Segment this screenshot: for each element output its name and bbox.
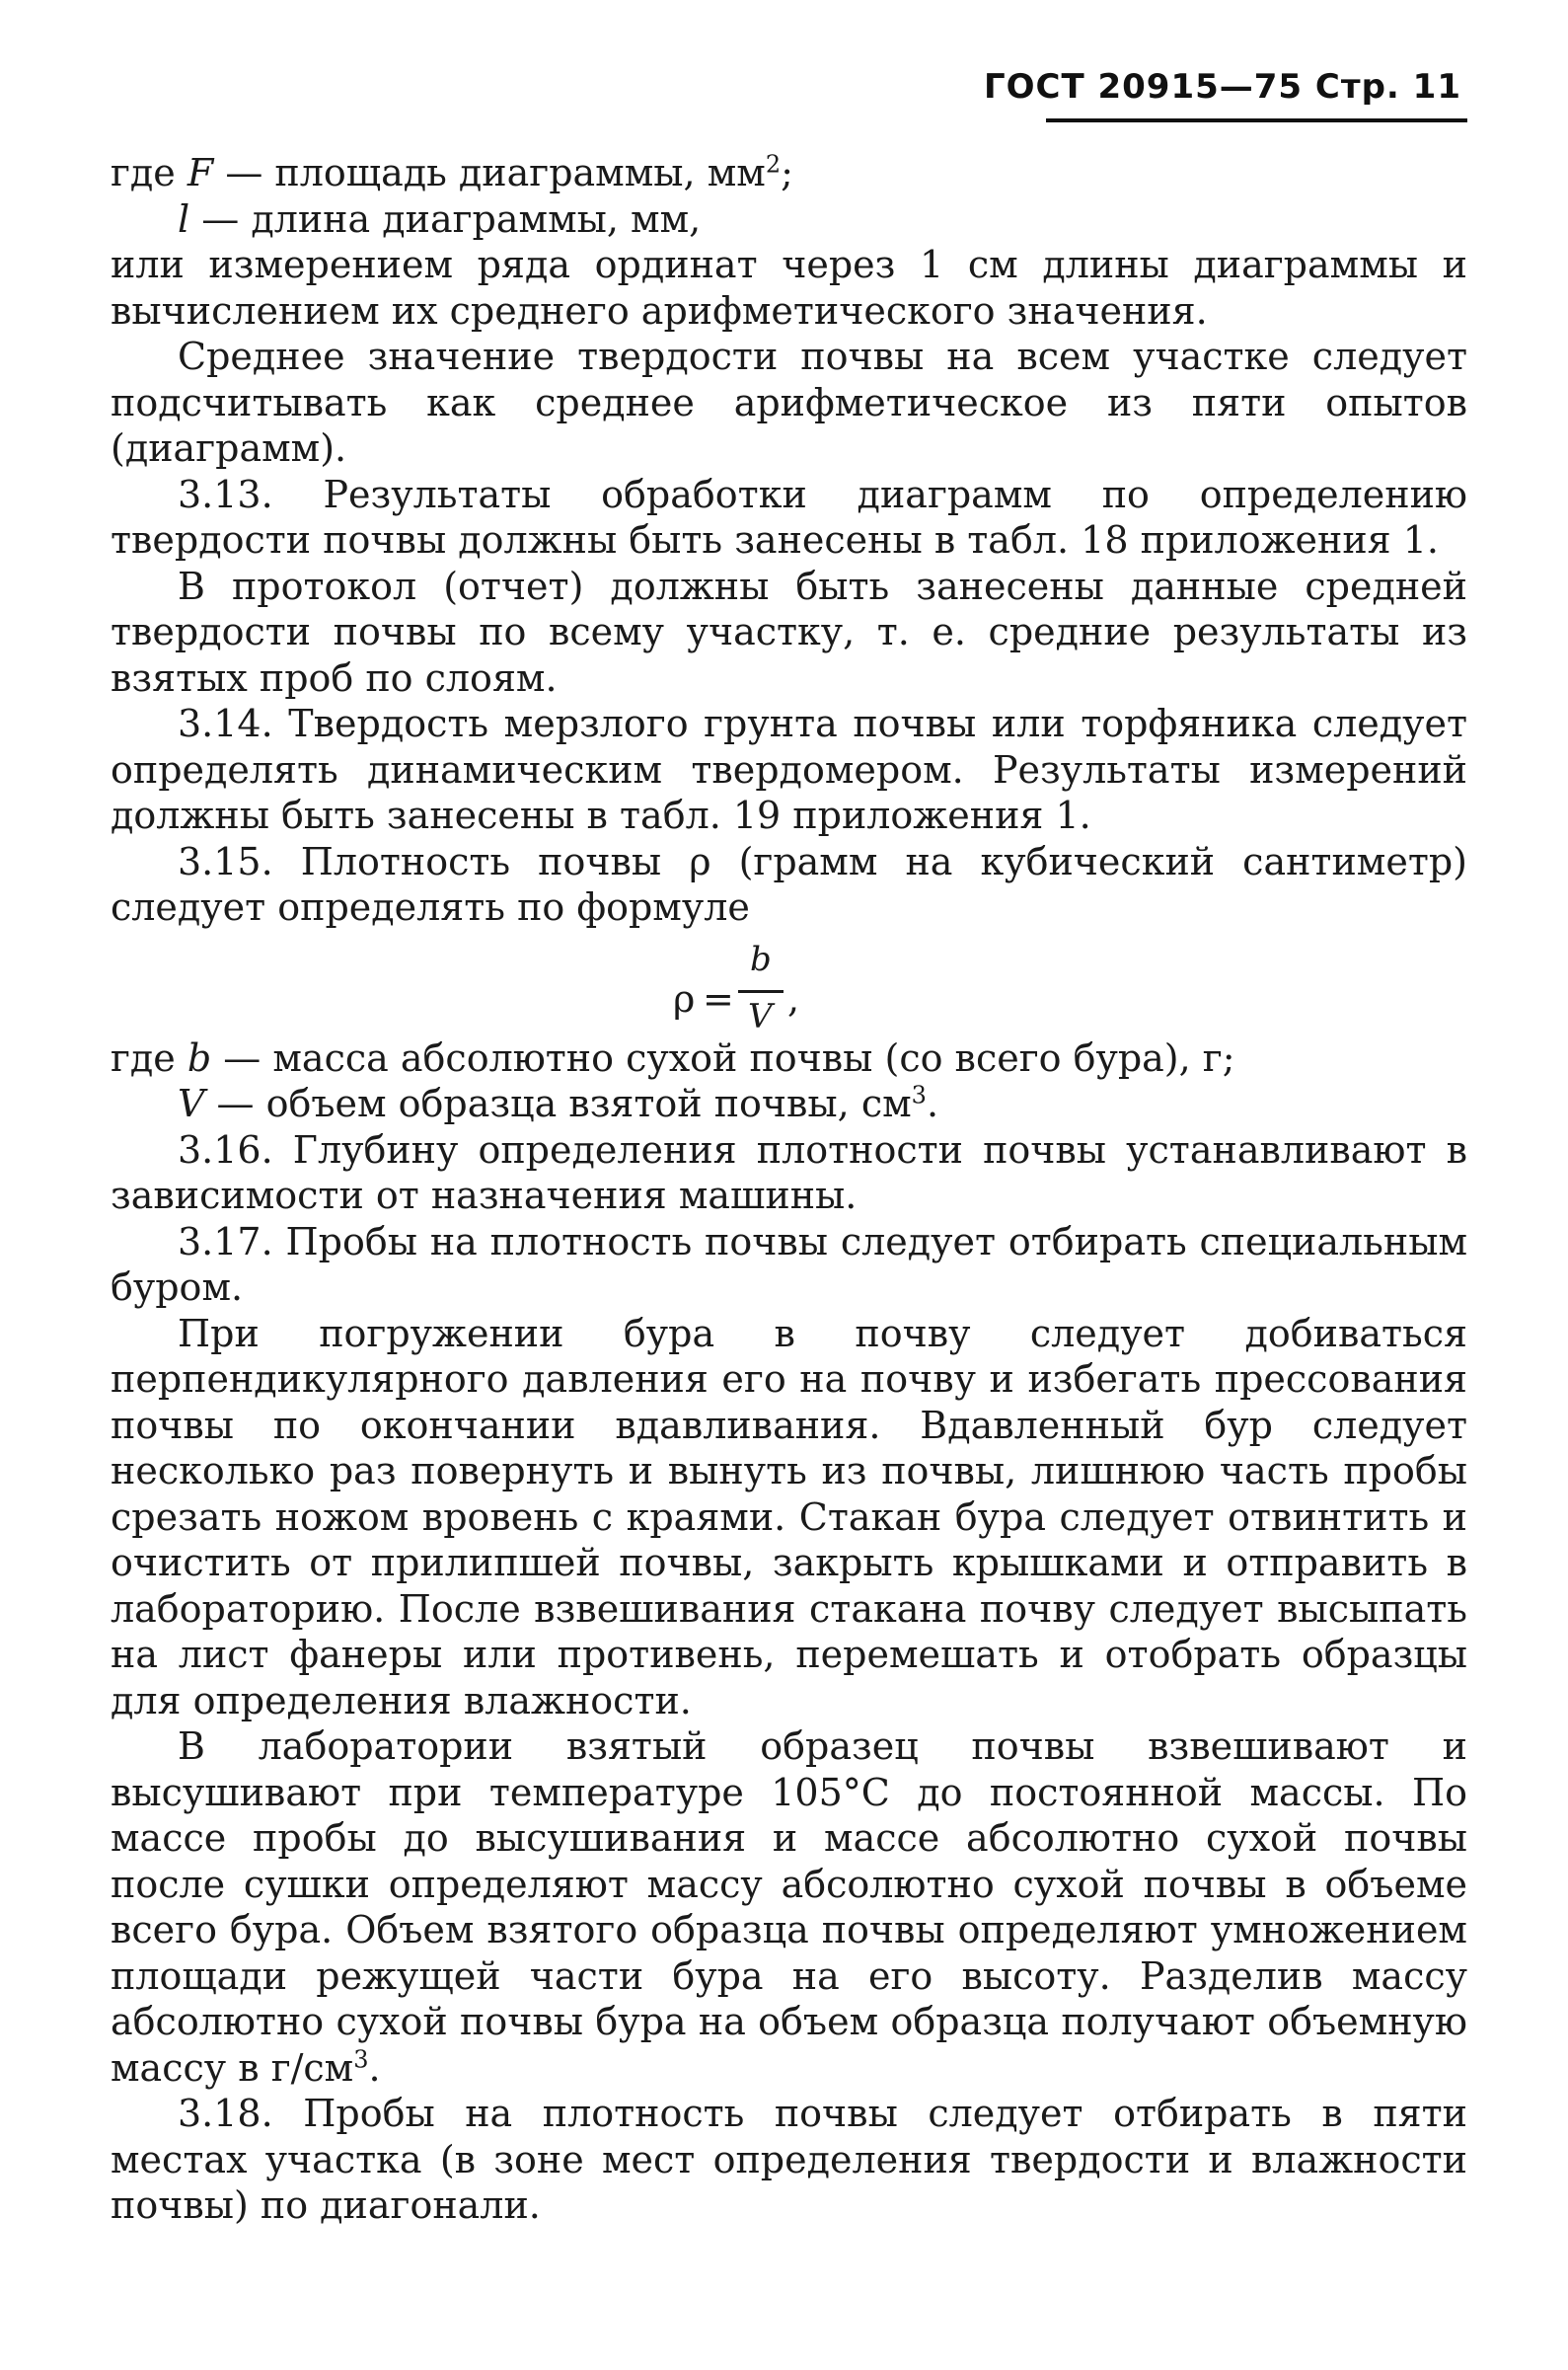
paragraph-immersion: При погружении бура в почву следует добиваться перпендикулярного давления его на почву и избегать прессования почвы по окончании вдавливания. Вдавленный бур следует несколько раз повернуть и вынуть из почвы, лишнюю часть пробы срезать ножом вровень с краями. Стакан бура следует отвинтить и очистить от прилипшей почвы, закрыть крышками и отправить в лабораторию. После взвешивания стакана почву следует высыпать на лист фанеры или противень, перемешать и отобрать образцы для определения влажности.	[111, 1311, 1467, 1722]
paragraph-3-15: 3.15. Плотность почвы ρ (грамм на кубический сантиметр) следует определять по формуле	[111, 839, 1467, 929]
formula-equals: =	[703, 976, 734, 1021]
paragraph-3-14: 3.14. Твердость мерзлого грунта почвы или торфяника следует определять динамическим твердомером. Результаты измерений должны быть занесены в табл. 19 приложения 1.	[111, 702, 1467, 837]
formula-fraction-bar	[738, 990, 784, 993]
paragraph-3-17: 3.17. Пробы на плотность почвы следует отбирать специальным буром.	[111, 1219, 1467, 1309]
formula-comma: ,	[787, 976, 800, 1021]
paragraph-or: или измерением ряда ординат через 1 см длины диаграммы и вычислением их среднего арифметического значения.	[111, 243, 1467, 333]
paragraph-laboratory: В лаборатории взятый образец почвы взвешивают и высушивают при температуре 105°С до постоянной массы. По массе пробы до высушивания и массе абсолютно сухой почвы после сушки определяют массу абсолютно сухой почвы в объеме всего бура. Объем взятого образца почвы определяют умножением площади режущей части бура на его высоту. Разделив массу абсолютно сухой почвы бура на объем образца получают объемную массу в $г/см^3$.	[111, 1724, 1467, 2090]
formula-denominator: V	[748, 996, 773, 1036]
page-body	[111, 150, 1467, 2229]
paragraph-3-18: 3.18. Пробы на плотность почвы следует отбирать в пяти местах участка (в зоне мест определения твердости и влажности почвы) по диагонали.	[111, 2092, 1467, 2227]
paragraph-3-16: 3.16. Глубину определения плотности почвы устанавливают в зависимости от назначения машины.	[111, 1127, 1467, 1217]
paragraph-3-13: 3.13. Результаты обработки диаграмм по определению твердости почвы должны быть занесены в табл. 18 приложения 1.	[111, 472, 1467, 562]
density-formula	[111, 937, 1467, 1035]
formula-numerator: b	[750, 939, 772, 979]
formula-lhs: ρ	[673, 976, 696, 1021]
definition-b: где b — масса абсолютно сухой почвы (со всего бура), г;	[111, 1035, 1235, 1080]
paragraph-average: Среднее значение твердости почвы на всем участке следует подсчитывать как среднее арифметическое из пяти опытов (диаграмм).	[111, 335, 1467, 470]
paragraph-protocol: В протокол (отчет) должны быть занесены данные средней твердости почвы по всему участку, т. е. средние результаты из взятых проб по слоям.	[111, 564, 1467, 700]
definition-l: l — длина диаграммы, мм,	[178, 196, 702, 241]
page-header: ГОСТ 20915—75 Стр. 11	[983, 67, 1461, 107]
definition-V: V — объем образца взятой почвы, $см^3$.	[178, 1081, 939, 1125]
header-rule	[1046, 118, 1467, 122]
definition-F: где F — площадь диаграммы, $мм^2$;	[111, 150, 793, 194]
